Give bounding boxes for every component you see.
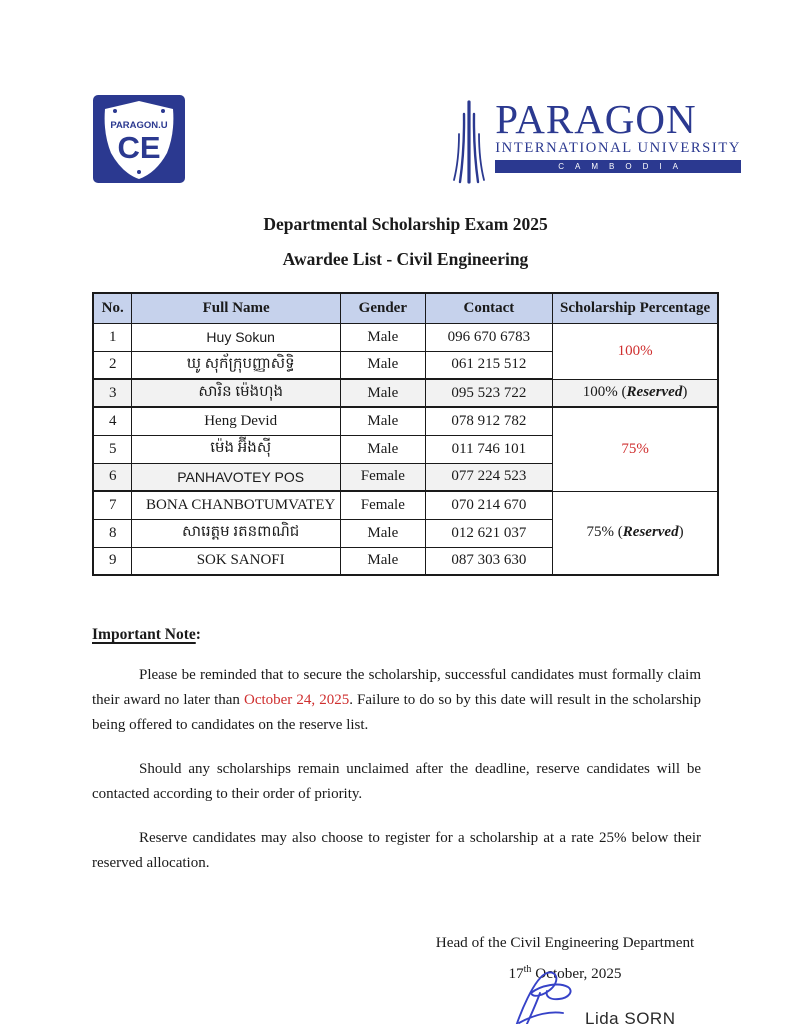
cell-contact: 061 215 512 bbox=[425, 351, 552, 379]
note-paragraph-2: Should any scholarships remain unclaimed after the deadline, reserve candidates will be contacted according to their order of priority. bbox=[92, 761, 701, 802]
table-header-row bbox=[93, 293, 718, 323]
cell-full-name: Heng Devid bbox=[132, 407, 341, 435]
ce-department-badge-icon bbox=[93, 95, 185, 183]
header-gender: Gender bbox=[340, 293, 425, 323]
important-note-label: Important Note bbox=[92, 626, 196, 643]
cell-contact: 087 303 630 bbox=[425, 547, 552, 575]
cell-full-name: សារិន ម៉េងហុង bbox=[132, 379, 341, 407]
scholarship-suffix: ) bbox=[682, 384, 688, 401]
cell-gender: Male bbox=[340, 323, 425, 351]
cell-no: 6 bbox=[93, 463, 132, 491]
university-name: PARAGON bbox=[495, 96, 697, 142]
scholarship-prefix: 100% ( bbox=[582, 384, 627, 401]
deadline-date: October 24, 2025 bbox=[243, 692, 350, 708]
cell-no: 9 bbox=[93, 547, 132, 575]
date-ordinal: th bbox=[523, 964, 532, 975]
ce-badge-org-label: PARAGON.U bbox=[110, 120, 168, 131]
signatory-name: Lida SORN bbox=[585, 1009, 676, 1024]
header-scholarship: Scholarship Percentage bbox=[553, 293, 718, 323]
scholarship-reserved-label: Reserved bbox=[622, 524, 679, 541]
cell-full-name: BONA CHANBOTUMVATEY bbox=[132, 491, 341, 519]
cell-scholarship-100-reserved bbox=[553, 379, 718, 407]
cell-scholarship-100: 100% bbox=[553, 323, 718, 379]
cell-full-name: Huy Sokun bbox=[132, 323, 341, 351]
cell-gender: Female bbox=[340, 463, 425, 491]
cell-contact: 078 912 782 bbox=[425, 407, 552, 435]
cell-gender: Male bbox=[340, 435, 425, 463]
note-paragraph-1 bbox=[92, 663, 701, 738]
cell-contact: 096 670 6783 bbox=[425, 323, 552, 351]
cell-no: 1 bbox=[93, 323, 132, 351]
cell-scholarship-75-reserved bbox=[553, 491, 718, 575]
university-logo bbox=[450, 96, 741, 184]
document-title: Departmental Scholarship Exam 2025 bbox=[263, 214, 548, 234]
cell-gender: Male bbox=[340, 379, 425, 407]
cell-full-name: ម៉េង អ៊ីងស៊ី bbox=[132, 435, 341, 463]
university-logo-text bbox=[495, 96, 741, 173]
signature-block bbox=[397, 934, 733, 1024]
university-spire-icon bbox=[450, 100, 488, 184]
cell-no: 3 bbox=[93, 379, 132, 407]
header-full-name: Full Name bbox=[132, 293, 341, 323]
cell-full-name: PANHAVOTEY POS bbox=[132, 463, 341, 491]
ce-badge-code-label: CE bbox=[117, 130, 161, 165]
table-row bbox=[93, 491, 718, 519]
date-rest: October, 2025 bbox=[531, 965, 622, 983]
scholarship-reserved-label: Reserved bbox=[626, 384, 683, 401]
cell-gender: Female bbox=[340, 491, 425, 519]
cell-gender: Male bbox=[340, 519, 425, 547]
header-no: No. bbox=[93, 293, 132, 323]
note-p1-after: . Failure to do so by this date will result in the scholarship being offered to candidates on the reserve list. bbox=[92, 692, 701, 733]
cell-no: 4 bbox=[93, 407, 132, 435]
note-paragraph-3: Reserve candidates may also choose to register for a scholarship at a rate 25% below their reserved allocation. bbox=[92, 830, 701, 871]
note-p1-before: Please be reminded that to secure the scholarship, successful candidates must formally claim their award no later than bbox=[92, 667, 701, 708]
cell-gender: Male bbox=[340, 351, 425, 379]
document-subtitle: Awardee List - Civil Engineering bbox=[282, 249, 529, 269]
university-country-banner: CAMBODIA bbox=[495, 160, 741, 173]
important-note-heading bbox=[92, 626, 701, 644]
cell-no: 7 bbox=[93, 491, 132, 519]
table-row bbox=[93, 407, 718, 435]
cell-no: 5 bbox=[93, 435, 132, 463]
cell-scholarship-75: 75% bbox=[553, 407, 718, 491]
signatory-role: Head of the Civil Engineering Department bbox=[435, 934, 695, 951]
cell-contact: 070 214 670 bbox=[425, 491, 552, 519]
scholarship-prefix: 75% ( bbox=[586, 524, 623, 541]
important-note-section bbox=[92, 626, 701, 876]
cell-full-name: សារេត្តម រតនពាណិជ bbox=[132, 519, 341, 547]
header-contact: Contact bbox=[425, 293, 552, 323]
university-subtitle: INTERNATIONAL UNIVERSITY bbox=[495, 140, 741, 156]
signature-zone bbox=[397, 983, 733, 1024]
table-row bbox=[93, 323, 718, 351]
cell-contact: 095 523 722 bbox=[425, 379, 552, 407]
cell-gender: Male bbox=[340, 547, 425, 575]
cell-no: 8 bbox=[93, 519, 132, 547]
cell-full-name: SOK SANOFI bbox=[132, 547, 341, 575]
cell-full-name: ឃូ សុក័ក្រុបញ្ញាសិទ្ធិ bbox=[132, 351, 341, 379]
cell-no: 2 bbox=[93, 351, 132, 379]
scholarship-suffix: ) bbox=[678, 524, 684, 541]
cell-contact: 012 621 037 bbox=[425, 519, 552, 547]
cell-contact: 011 746 101 bbox=[425, 435, 552, 463]
cell-contact: 077 224 523 bbox=[425, 463, 552, 491]
awardee-table bbox=[92, 292, 719, 576]
document-content bbox=[92, 214, 719, 576]
logo-row bbox=[0, 0, 791, 184]
important-note-colon: : bbox=[195, 626, 201, 643]
date-day: 17 bbox=[508, 965, 524, 983]
cell-gender: Male bbox=[340, 407, 425, 435]
table-row bbox=[93, 379, 718, 407]
